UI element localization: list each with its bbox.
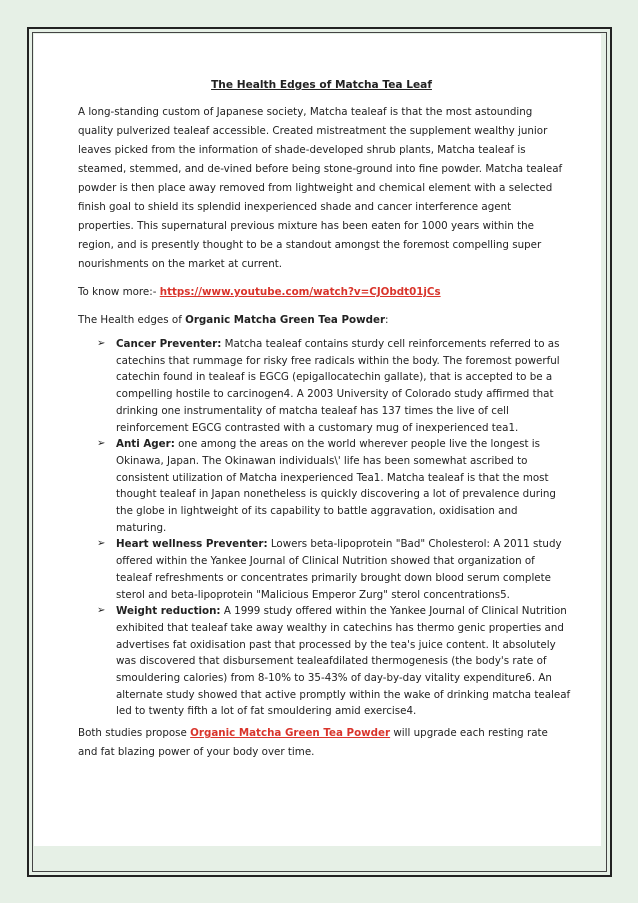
closing-paragraph xyxy=(78,724,565,762)
bullet-text: Matcha tealeaf contains sturdy cell reinforcements referred to as catechins that rummage for risky free radicals within the body. The foremost powerful catechin found in tealeaf is EGCG (epigallocatechin gallate), that is accepted to be a compelling hostile to carcinogen4. A 2003 University of Colorado study affirmed that drinking one instrumentality of matcha tealeaf has 137 times the live of cell reinforcement EGCG contrasted with a customary mug of inexperienced tea1. xyxy=(116,338,560,434)
organic-matcha-link[interactable]: Organic Matcha Green Tea Powder xyxy=(190,727,391,740)
bullet-text: Lowers beta-lipoprotein "Bad" Cholesterol: A 2011 study offered within the Yankee Journal of Clinical Nutrition showed that organization of tealeaf refreshments or concentrates primarily brought down blood serum complete sterol and beta-lipoprotein "Malicious Emperor Zurg" sterol concentrations5. xyxy=(116,538,562,601)
document-body xyxy=(78,76,571,771)
edges-suffix: : xyxy=(385,314,389,326)
closing-prefix: Both studies propose xyxy=(78,727,191,740)
arrow-bullet-icon: ➢ xyxy=(97,338,106,349)
list-item xyxy=(78,603,571,720)
list-item xyxy=(78,536,571,603)
bullet-text: one among the areas on the world wherever people live the longest is Okinawa, Japan. The Okinawan individuals\' life has been somewhat ascribed to consistent utilization of Matcha inexperienced Tea1. Matcha tealeaf is that the most thought tealeaf in Japan nonetheless is quickly discovering a lot of prevalence during the globe in lightweight of its capability to battle aggravation, oxidisation and maturing. xyxy=(116,438,556,534)
arrow-bullet-icon: ➢ xyxy=(97,605,106,617)
arrow-bullet-icon: ➢ xyxy=(97,538,106,550)
youtube-link[interactable]: https://www.youtube.com/watch?v=CJObdt01jCs xyxy=(159,286,441,298)
bullet-heading: Anti Ager: xyxy=(116,438,175,451)
closing-suffix: will upgrade each resting rate and fat blazing power of your body over time. xyxy=(78,727,548,759)
bullet-heading: Heart wellness Preventer: xyxy=(116,538,268,551)
document-title: The Health Edges of Matcha Tea Leaf xyxy=(211,79,432,91)
benefits-list xyxy=(78,336,571,720)
list-item xyxy=(78,436,571,536)
bullet-heading: Weight reduction: xyxy=(116,605,221,618)
arrow-bullet-icon: ➢ xyxy=(97,438,106,450)
intro-paragraph: A long-standing custom of Japanese society, Matcha tealeaf is that the most astounding quality pulverized tealeaf accessible. Created mistreatment the supplement wealthy junior leaves picked from the information of shade-developed shrub plants, Matcha tealeaf is steamed, stemmed, and de-vined before being stone-ground into fine powder. Matcha tealeaf powder is then place away removed from lightweight and chemical element with a selected finish goal to shield its splendid inexperienced shade and cancer interference agent properties. This supernatural previous mixture has been eaten for 1000 years within the region, and is presently thought to be a standout amongst the foremost compelling super nourishments on the market at current. xyxy=(78,106,563,270)
more-info-prefix: To know more:- xyxy=(78,286,160,298)
edges-product-name: Organic Matcha Green Tea Powder xyxy=(185,314,386,326)
more-info-line xyxy=(78,283,565,302)
edges-prefix: The Health edges of xyxy=(78,314,186,326)
bullet-text: A 1999 study offered within the Yankee Journal of Clinical Nutrition exhibited that tealeaf take away wealthy in catechins has thermo genic properties and advertises fat oxidisation past that processed by the tea's juice content. It absolutely was discovered that disbursement tealeafdilated thermogenesis (the body's rate of smouldering calories) from 8-10% to 35-43% of day-by-day vitality expenditure6. An alternate study showed that active promptly within the wake of drinking matcha tealeaf led to twenty fifth a lot of fat smouldering amid exercise4. xyxy=(116,605,571,718)
bullet-heading: Cancer Preventer: xyxy=(116,338,222,350)
list-item xyxy=(78,336,571,436)
health-edges-intro xyxy=(78,311,565,330)
